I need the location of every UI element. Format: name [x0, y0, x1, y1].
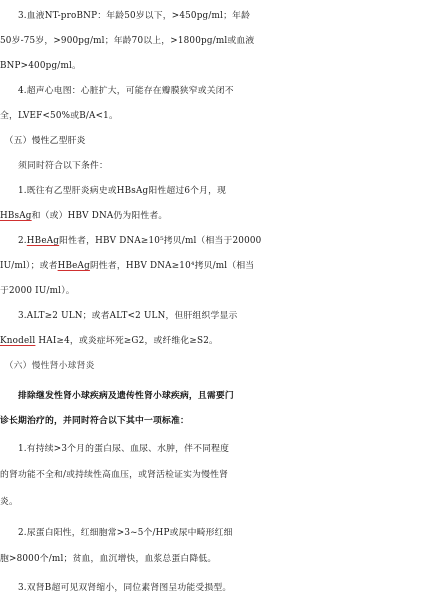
line-prefix: IU/ml）；或者: [0, 261, 58, 271]
item-ntprobnp-line-2: 50岁-75岁，>900pg/ml；年龄70以上，>1800pg/ml或血液: [0, 36, 255, 46]
item-ntprobnp-line-3: BNP>400pg/ml。: [0, 61, 82, 71]
gn-item-3-line-1: 3.双肾B超可见双肾缩小，同位素肾图呈功能受损型。: [0, 583, 232, 593]
line-suffix: 和（或）HBV DNA仍为阳性者。: [31, 211, 168, 221]
item-echo-line-2: 全，LVEF<50%或B/A<1。: [0, 111, 118, 121]
line-suffix: HAI≥4，或炎症坏死≥G2，或纤维化≥S2。: [35, 336, 219, 346]
line-suffix: 阴性者，HBV DNA≥10⁴拷贝/ml（相当: [89, 261, 255, 271]
exclusion-line-2: 诊长期治疗的，并同时符合以下其中一项标准：: [0, 416, 189, 426]
hbv-item-1-line-1: 1.既往有乙型肝炎病史或HBsAg阳性超过6个月，现: [0, 186, 227, 196]
hbv-item-2-line-2: [0, 254, 443, 278]
line-prefix: 2.: [0, 236, 27, 246]
item-ntprobnp-line-1: 3.血液NT-proBNP：年龄50岁以下，>450pg/ml；年龄: [0, 11, 251, 21]
section-heading-hepatitis-b: （五）慢性乙型肝炎: [0, 136, 86, 146]
gn-item-1-line-2: 的肾功能不全和/或持续性高血压，或肾活检证实为慢性肾: [0, 470, 229, 480]
term-knodell: Knodell: [0, 336, 36, 346]
hbv-item-1-line-2: [0, 204, 443, 228]
gn-item-1-line-3: 炎。: [0, 497, 18, 507]
section-heading-glomerulonephritis: （六）慢性肾小球肾炎: [0, 361, 95, 371]
gn-item-2-line-1: 2.尿蛋白阳性，红细胞常>3~5个/HP或尿中畸形红细: [0, 528, 233, 538]
hbv-item-3-line-1: 3.ALT≥2 ULN；或者ALT<2 ULN，但肝组织学显示: [0, 311, 238, 321]
term-hbsag: HBsAg: [0, 211, 32, 221]
term-hbeag: HBeAg: [26, 236, 60, 246]
item-echo-line-1: 4.超声心电图：心脏扩大，可能存在瓣膜狭窄或关闭不: [0, 86, 234, 96]
gn-item-1-line-1: 1.有持续>3个月的蛋白尿、血尿、水肿，伴不同程度: [0, 444, 230, 454]
hbv-item-2-line-1: [0, 229, 443, 253]
exclusion-line-1: 排除继发性肾小球疾病及遗传性肾小球疾病，且需要门: [0, 391, 234, 401]
conditions-intro: 须同时符合以下条件：: [0, 161, 108, 171]
hbv-item-2-line-3: 于2000 IU/ml）。: [0, 286, 75, 296]
term-hbeag: HBeAg: [57, 261, 90, 271]
gn-item-2-line-2: 胞>8000个/ml；贫血，血沉增快，血浆总蛋白降低。: [0, 554, 217, 564]
line-suffix: 阳性者，HBV DNA≥10⁵拷贝/ml（相当于20000: [59, 236, 262, 246]
hbv-item-3-line-2: [0, 329, 443, 353]
